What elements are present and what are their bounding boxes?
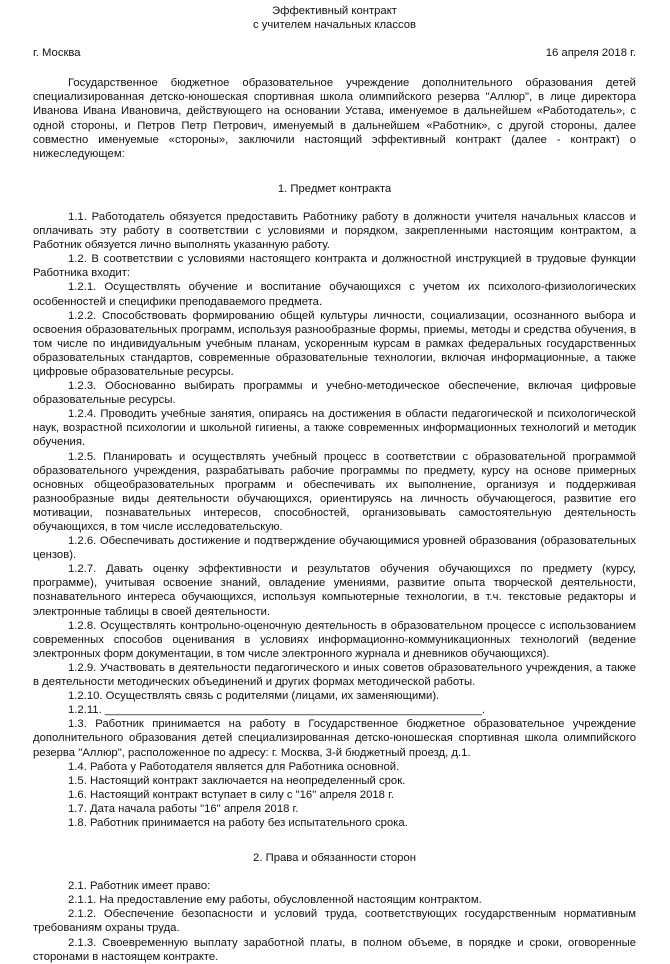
clause: 2.1. Работник имеет право: bbox=[68, 880, 211, 893]
clause: 1.4. Работа у Работодателя является для Работника основной. bbox=[68, 760, 400, 773]
clause: 1.2. В соответствии с условиями настоящего контракта и должностной инструкцией в трудовые функции Работника входит: bbox=[33, 253, 636, 280]
intro-paragraph: Государственное бюджетное образовательное учреждение дополнительного образования детей специализированная детско-юношеская спортивная школа олимпийского резерва "Аллюр", в лице директора Иванова Ивана Ивановича, действующего на основании Устава, именуемое в дальнейшем «Работодатель», с одной стороны, и Петров Петр Петрович, именуемый в дальнейшем «Работник», с другой стороны, далее совместно именуемые «стороны», заключили настоящий эффективный контракт (далее - контракт) о нижеследующем: bbox=[33, 77, 636, 160]
clause: 1.2.9. Участвовать в деятельности педагогического и иных советов образовательного учреждения, а также в деятельности методических объединений и других формах методической работы. bbox=[33, 661, 636, 689]
document-title bbox=[33, 4, 636, 32]
clause: 1.6. Настоящий контракт вступает в силу с "16" апреля 2018 г. bbox=[68, 788, 394, 801]
section-2-heading: 2. Права и обязанности сторон bbox=[253, 852, 416, 865]
clause: 1.2.3. Обоснованно выбирать программы и учебно-методическое обеспечение, включая цифровые образовательные ресурсы. bbox=[33, 380, 636, 407]
clause: 2.1.2. Обеспечение безопасности и условий труда, соответствующих государственным нормативным требованиям охраны труда. bbox=[33, 908, 636, 935]
clause: 1.1. Работодатель обязуется предоставить Работнику работу в должности учителя начальных классов и оплачивать эту работу в соответствии с условиями и порядком, закрепленными настоящим контрактом, а Работник обязуется лично выполнять указанную работу. bbox=[33, 210, 636, 252]
clause: 1.7. Дата начала работы "16" апреля 2018 г. bbox=[68, 802, 299, 815]
clause: 2.1.1. На предоставление ему работы, обусловленной настоящим контрактом. bbox=[68, 894, 482, 907]
title-line-2: с учителем начальных классов bbox=[252, 19, 417, 32]
clause: 1.5. Настоящий контракт заключается на неопределенный срок. bbox=[68, 774, 406, 787]
section-1-body bbox=[33, 210, 636, 830]
clause: 1.3. Работник принимается на работу в Государственное бюджетное образовательное учреждение дополнительного образования детей специализированная детско-юношеская спортивная школа олимпийского резерва "Аллюр", расположенное по адресу: г. Москва, 3-й бюджетный проезд, д.1. bbox=[33, 718, 636, 759]
clause: 1.2.10. Осуществлять связь с родителями (лицами, их заменяющими). bbox=[68, 690, 440, 703]
clause: 1.2.4. Проводить учебные занятия, опираясь на достижения в области педагогической и психологической наук, возрастной психологии и школьной гигиены, а также современных информационных технологий и методик обучения. bbox=[33, 408, 636, 449]
title-line-1: Эффективный контракт bbox=[272, 5, 397, 17]
section-2-body bbox=[33, 879, 636, 964]
clause: 1.2.6. Обеспечивать достижение и подтверждение обучающимися уровней образования (образовательных цензов). bbox=[33, 535, 636, 562]
clause: 1.2.8. Осуществлять контрольно-оценочную деятельность в образовательном процессе с использованием современных способов оценивания в условиях информационно-коммуникационных технологий (ведение электронных форм документации, в том числе электронного журнала и дневников обучающихся). bbox=[33, 619, 636, 660]
clause-blank: 1.2.11. ____________________________________________________________. bbox=[68, 704, 485, 717]
clause: 1.2.1. Осуществлять обучение и воспитание обучающихся с учетом их психолого-физиологических особенностей и специфики преподаваемого предмета. bbox=[33, 281, 636, 308]
section-1-heading: 1. Предмет контракта bbox=[277, 182, 392, 195]
clause: 1.8. Работник принимается на работу без испытательного срока. bbox=[68, 816, 408, 829]
contract-date: 16 апреля 2018 г. bbox=[545, 47, 636, 60]
place-date-row bbox=[33, 46, 636, 60]
city: г. Москва bbox=[33, 47, 81, 60]
clause: 2.1.3. Своевременную выплату заработной платы, в полном объеме, в порядке и сроки, оговоренные сторонами в настоящем контракте. bbox=[33, 936, 636, 963]
clause: 1.2.2. Способствовать формированию общей культуры личности, социализации, осознанного выбора и освоения образовательных программ, используя разнообразные формы, приемы, методы и средства обучения, в том числе по индивидуальным учебным планам, ускоренным курсам в рамках федеральных государственных образовательных стандартов, современные образовательные технологии, включая информационные, а также цифровые образовательные ресурсы. bbox=[33, 309, 636, 378]
clause: 1.2.5. Планировать и осуществлять учебный процесс в соответствии с образовательной программой образовательного учреждения, разрабатывать рабочие программы по предмету, курсу на основе примерных основных общеобразовательных программ и обеспечивать их выполнение, организуя и поддерживая разнообразные виды деятельности обучающихся, ориентируясь на личность обучающегося, развитие его мотивации, познавательных интересов, способностей, организовывать самостоятельную деятельность обучающихся, в том числе исследовательскую. bbox=[33, 450, 636, 533]
clause: 1.2.7. Давать оценку эффективности и результатов обучения обучающихся по предмету (курсу, программе), учитывая освоение знаний, овладение умениями, развитие опыта творческой деятельности, познавательного интереса обучающихся, используя компьютерные технологии, в т.ч. текстовые редакторы и электронные таблицы в своей деятельности. bbox=[33, 563, 636, 618]
